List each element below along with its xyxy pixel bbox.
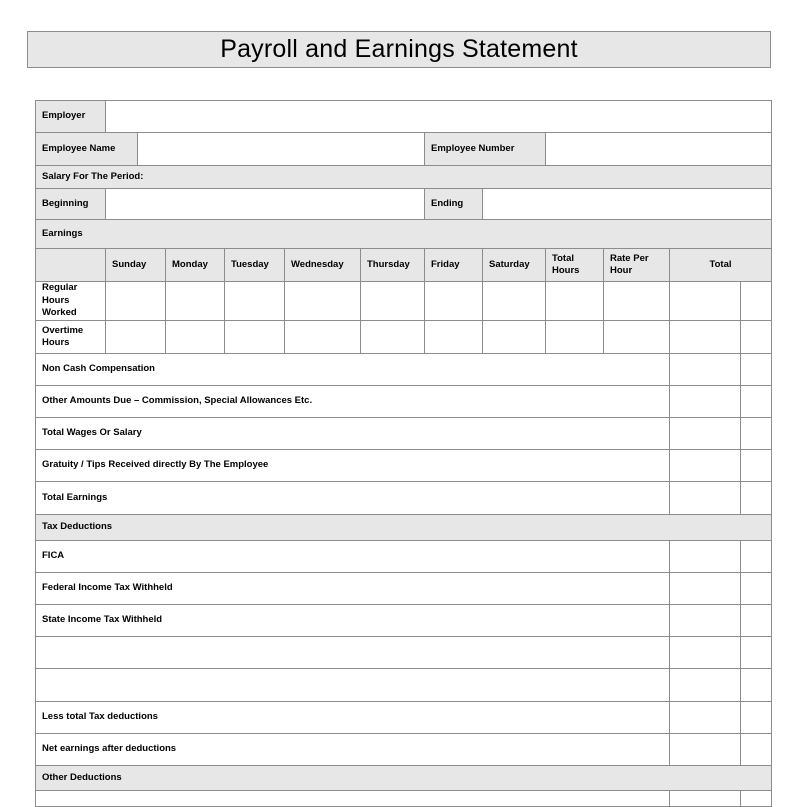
earnings-row-amount[interactable] [669,353,741,386]
tax-row-label: Less total Tax deductions [35,701,670,734]
earnings-header-blank [35,248,106,282]
employee-name-label: Employee Name [35,132,138,166]
employer-field[interactable] [105,100,772,133]
tax-row-cents[interactable] [740,636,772,669]
rate-per-hour-header: Rate Per Hour [603,248,670,282]
day-header-thursday: Thursday [360,248,425,282]
regular-hours-cell[interactable] [224,281,285,321]
overtime-hours-cell[interactable] [284,320,361,354]
tax-row-cents[interactable] [740,668,772,702]
tax-row-amount[interactable] [669,636,741,669]
other-deductions-heading: Other Deductions [35,765,772,791]
earnings-row-cents[interactable] [740,481,772,515]
earnings-row-amount[interactable] [669,385,741,418]
ending-field[interactable] [482,188,772,220]
tax-row-amount[interactable] [669,668,741,702]
tax-deductions-heading: Tax Deductions [35,514,772,541]
tax-row-amount[interactable] [669,572,741,605]
earnings-row-label: Gratuity / Tips Received directly By The Employee [35,449,670,482]
employee-name-field[interactable] [137,132,425,166]
earnings-row-label: Total Earnings [35,481,670,515]
regular-hours-cell[interactable] [360,281,425,321]
salary-period-heading: Salary For The Period: [35,165,772,189]
day-header-sunday: Sunday [105,248,166,282]
earnings-row-label: Total Wages Or Salary [35,417,670,450]
regular-hours-total-cents[interactable] [740,281,772,321]
earnings-row-amount[interactable] [669,417,741,450]
earnings-row-cents[interactable] [740,417,772,450]
total-hours-header: Total Hours [545,248,604,282]
ending-label: Ending [424,188,483,220]
other-deductions-row-cents[interactable] [740,790,772,807]
overtime-hours-cell[interactable] [603,320,670,354]
overtime-hours-cell[interactable] [545,320,604,354]
day-header-wednesday: Wednesday [284,248,361,282]
page-title: Payroll and Earnings Statement [27,31,771,68]
overtime-hours-cell[interactable] [424,320,483,354]
earnings-row-amount[interactable] [669,449,741,482]
overtime-hours-cell[interactable] [482,320,546,354]
tax-row-cents[interactable] [740,701,772,734]
earnings-row-label: Other Amounts Due – Commission, Special Allowances Etc. [35,385,670,418]
day-header-friday: Friday [424,248,483,282]
tax-row-label[interactable] [35,668,670,702]
tax-row-amount[interactable] [669,733,741,766]
regular-hours-cell[interactable] [482,281,546,321]
earnings-row-cents[interactable] [740,353,772,386]
earnings-row-label: Non Cash Compensation [35,353,670,386]
overtime-hours-cell[interactable] [360,320,425,354]
employer-label: Employer [35,100,106,133]
tax-row-label: State Income Tax Withheld [35,604,670,637]
tax-row-label: Federal Income Tax Withheld [35,572,670,605]
tax-row-amount[interactable] [669,540,741,573]
employee-number-label: Employee Number [424,132,546,166]
day-header-tuesday: Tuesday [224,248,285,282]
tax-row-amount[interactable] [669,604,741,637]
employee-number-field[interactable] [545,132,772,166]
overtime-hours-total-dollars[interactable] [669,320,741,354]
overtime-hours-cell[interactable] [165,320,225,354]
other-deductions-row-amount[interactable] [669,790,741,807]
overtime-hours-cell[interactable] [224,320,285,354]
regular-hours-cell[interactable] [603,281,670,321]
regular-hours-cell[interactable] [105,281,166,321]
tax-row-cents[interactable] [740,604,772,637]
tax-row-label[interactable] [35,636,670,669]
overtime-hours-total-cents[interactable] [740,320,772,354]
tax-row-cents[interactable] [740,733,772,766]
overtime-hours-label: Overtime Hours [35,320,106,354]
earnings-row-amount[interactable] [669,481,741,515]
earnings-heading: Earnings [35,219,772,249]
regular-hours-cell[interactable] [165,281,225,321]
other-deductions-row-label[interactable] [35,790,670,807]
day-header-monday: Monday [165,248,225,282]
tax-row-cents[interactable] [740,540,772,573]
regular-hours-cell[interactable] [424,281,483,321]
tax-row-label: FICA [35,540,670,573]
tax-row-amount[interactable] [669,701,741,734]
regular-hours-label: Regular Hours Worked [35,281,106,321]
tax-row-label: Net earnings after deductions [35,733,670,766]
regular-hours-cell[interactable] [284,281,361,321]
earnings-row-cents[interactable] [740,385,772,418]
beginning-label: Beginning [35,188,106,220]
beginning-field[interactable] [105,188,425,220]
overtime-hours-cell[interactable] [105,320,166,354]
regular-hours-total-dollars[interactable] [669,281,741,321]
tax-row-cents[interactable] [740,572,772,605]
earnings-row-cents[interactable] [740,449,772,482]
regular-hours-cell[interactable] [545,281,604,321]
day-header-saturday: Saturday [482,248,546,282]
total-header: Total [669,248,772,282]
